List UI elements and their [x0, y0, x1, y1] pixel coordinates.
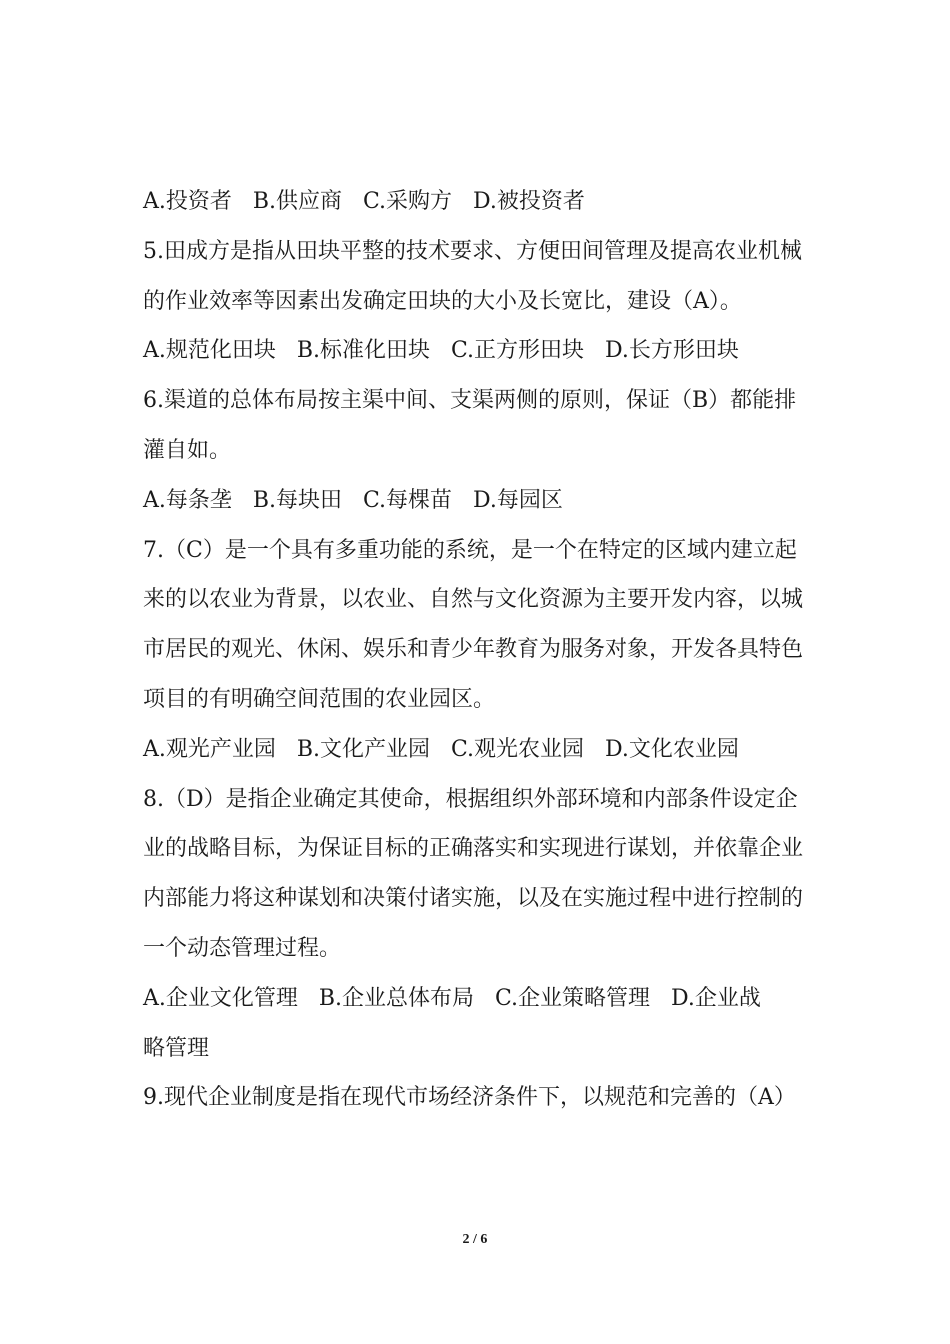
- document-body: [143, 177, 813, 1123]
- options-q7: A.观光产业园 B.文化产业园 C.观光农业园 D.文化农业园: [143, 736, 739, 762]
- question-7-cont: 来的以农业为背景，以农业、自然与文化资源为主要开发内容，以城: [143, 587, 804, 613]
- options-q5: A.规范化田块 B.标准化田块 C.正方形田块 D.长方形田块: [143, 338, 739, 364]
- options-q8: A.企业文化管理 B.企业总体布局 C.企业策略管理 D.企业战: [143, 985, 761, 1011]
- question-7-cont: 市居民的观光、休闲、娱乐和青少年教育为服务对象，开发各具特色: [143, 637, 804, 663]
- question-7-cont: 项目的有明确空间范围的农业园区。: [143, 686, 496, 712]
- question-8-cont: 业的战略目标，为保证目标的正确落实和实现进行谋划，并依靠企业: [143, 836, 804, 862]
- question-9: 9.现代企业制度是指在现代市场经济条件下，以规范和完善的（A）: [143, 1085, 796, 1111]
- question-6-cont: 灌自如。: [143, 437, 232, 463]
- question-6: 6.渠道的总体布局按主渠中间、支渠两侧的原则，保证（B）都能排: [143, 388, 797, 414]
- question-8-cont: 内部能力将这种谋划和决策付诸实施，以及在实施过程中进行控制的: [143, 886, 804, 912]
- question-8-cont: 一个动态管理过程。: [143, 935, 342, 961]
- options-q4: A.投资者 B.供应商 C.采购方 D.被投资者: [143, 189, 585, 214]
- question-5: 5.田成方是指从田块平整的技术要求、方便田间管理及提高农业机械: [143, 238, 802, 264]
- page-number: 2 / 6: [462, 1232, 488, 1247]
- options-q8-cont: 略管理: [143, 1035, 210, 1061]
- question-7: 7.（C）是一个具有多重功能的系统，是一个在特定的区域内建立起: [143, 537, 797, 563]
- options-q6: A.每条垄 B.每块田 C.每棵苗 D.每园区: [143, 487, 563, 513]
- question-8: 8.（D）是指企业确定其使命，根据组织外部环境和内部条件设定企: [143, 786, 798, 812]
- question-5-cont: 的作业效率等因素出发确定田块的大小及长宽比，建设（A）。: [143, 288, 742, 314]
